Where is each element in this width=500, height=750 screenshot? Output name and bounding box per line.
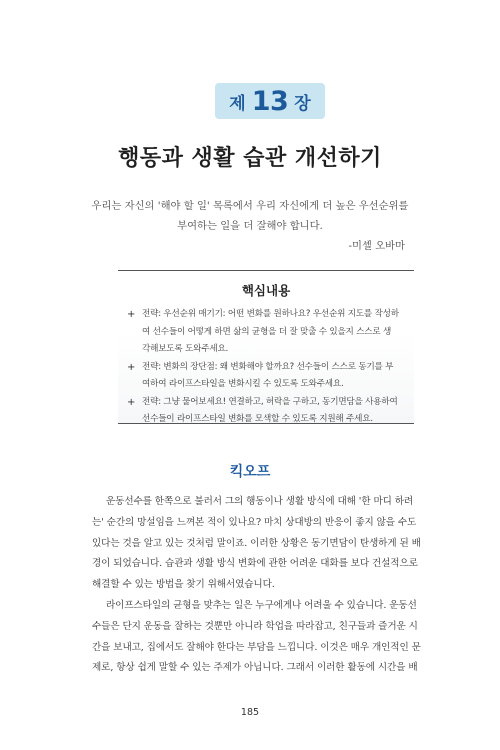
section-title: 킥오프 — [229, 464, 271, 480]
plus-bullet-icon: + — [127, 361, 136, 373]
body-line: 는' 순간의 망설임을 느껴본 적이 있나요? 마치 상대방의 반응이 좋지 않을 수도 — [92, 516, 417, 528]
chapter-suffix: 장 — [294, 93, 311, 114]
key-content-item — [118, 306, 418, 359]
key-item-line: 여 선수들이 어떻게 하면 삶의 균형을 더 잘 맞출 수 있을지 스스로 생 — [142, 326, 392, 337]
key-content-item — [118, 394, 418, 429]
epigraph-line: 우리는 자신의 '해야 할 일' 목록에서 우리 자신에게 더 높은 우선순위를 — [91, 200, 409, 212]
chapter-badge — [215, 83, 325, 119]
key-item-line: 전략: 그냥 물어보세요! 연결하고, 허락을 구하고, 동기면담을 사용하여 — [142, 396, 398, 407]
key-content-item — [118, 359, 418, 394]
body-line: 간을 보내고, 집에서도 잘해야 한다는 부담을 느낍니다. 이것은 매우 개인적인 문 — [92, 641, 421, 653]
key-content-box — [118, 270, 414, 424]
epigraph — [60, 196, 440, 256]
epigraph-author: -미셸 오바마 — [348, 240, 405, 252]
key-item-line: 전략: 우선순위 매기기: 어떤 변화를 원하나요? 우선순위 지도를 작성하 — [142, 309, 399, 319]
key-item-line: 선수들이 라이프스타일 변화를 모색할 수 있도록 지원해 주세요. — [142, 414, 373, 424]
key-content-heading: 핵심내용 — [241, 283, 291, 298]
body-line: 수들은 단지 운동을 잘하는 것뿐만 아니라 학업을 따라잡고, 친구들과 즐거운 시 — [92, 620, 418, 632]
epigraph-line: 부여하는 일을 더 잘해야 합니다. — [177, 220, 323, 232]
plus-bullet-icon: + — [127, 396, 136, 408]
body-line: 해결할 수 있는 방법을 찾기 위해서였습니다. — [92, 579, 275, 591]
body-text — [92, 492, 432, 679]
plus-bullet-icon: + — [127, 309, 136, 320]
key-content-list — [118, 306, 418, 429]
chapter-title: 행동과 생활 습관 개선하기 — [118, 146, 382, 171]
key-item-line: 여하여 라이프스타일을 변화시킬 수 있도록 도와주세요. — [142, 379, 344, 389]
key-item-line: 전략: 변화의 장단점: 왜 변화해야 할까요? 선수들이 스스로 동기를 부 — [142, 361, 394, 372]
body-line: 제로, 항상 쉽게 말할 수 있는 주제가 아닙니다. 그래서 이러한 활동에 시간을 배 — [92, 662, 418, 674]
key-item-line: 각해보도록 도와주세요. — [142, 344, 229, 354]
body-line: 라이프스타일의 균형을 맞추는 일은 누구에게나 어려울 수 있습니다. 운동선 — [106, 599, 417, 611]
body-line: 운동선수를 한쪽으로 불러서 그의 행동이나 생활 방식에 대해 '한 마디 하려 — [106, 496, 414, 507]
chapter-prefix: 제 — [229, 93, 246, 114]
page-number: 185 — [240, 707, 260, 718]
chapter-number: 13 — [251, 85, 289, 117]
body-line: 있다는 것을 알고 있는 것처럼 말이죠. 이러한 상황은 동기면담이 탄생하게 된 배 — [92, 537, 421, 549]
body-line: 경이 되었습니다. 습관과 생활 방식 변화에 관한 어려운 대화를 보다 건설적으로 — [92, 558, 418, 570]
